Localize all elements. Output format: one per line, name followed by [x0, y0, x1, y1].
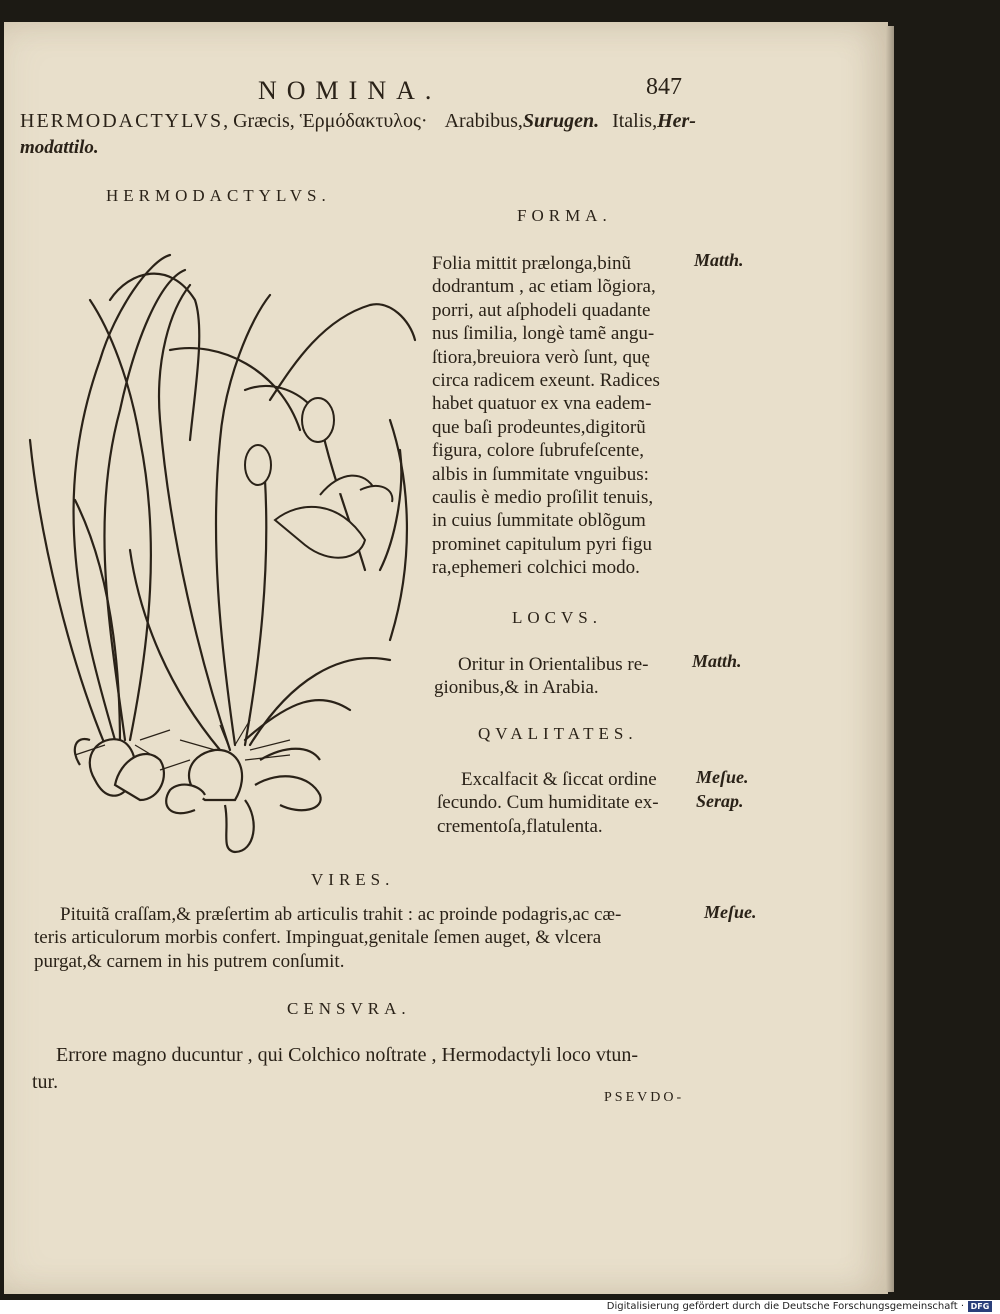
- forma-heading: FORMA.: [517, 206, 612, 225]
- nomina-arab-name: Surugen.: [522, 110, 600, 132]
- forma-line: habet quatuor ex vna eadem-: [432, 393, 652, 415]
- forma-line: albis in ſummitate vnguibus:: [432, 463, 649, 485]
- qualitates-text: [437, 768, 659, 838]
- forma-line: nus ſimilia, longè tamẽ angu-: [432, 323, 655, 345]
- catchword: PSEVDO-: [604, 1090, 685, 1105]
- censura-line: tur.: [32, 1071, 59, 1093]
- qualitates-heading: QVALITATES.: [478, 724, 638, 743]
- figure-caption: HERMODACTYLVS.: [106, 186, 331, 205]
- locus-text: [434, 653, 648, 700]
- forma-line: que baſi prodeuntes,digitorũ: [432, 416, 646, 438]
- vires-heading: VIRES.: [311, 870, 395, 889]
- vires-line: teris articulorum morbis confert. Impinguat,genitale ſemen auget, & vlcera: [34, 927, 602, 949]
- qualitates-line: ſecundo. Cum humiditate ex-: [437, 792, 659, 814]
- locus-heading: LOCVS.: [512, 608, 602, 627]
- forma-line: circa radicem exeunt. Radices: [432, 370, 660, 392]
- locus-margin-note: Matth.: [692, 651, 742, 671]
- nomina-greek: , Græcis, Ἑρμόδακτυλος·: [223, 110, 428, 132]
- nomina-ital-name: Her-: [657, 110, 696, 132]
- forma-line: prominet capitulum pyri figu: [432, 533, 653, 555]
- censura-heading: CENSVRA.: [287, 999, 411, 1018]
- nomina-line-2: modattilo.: [20, 137, 99, 158]
- hermodactylus-woodcut: [20, 240, 430, 855]
- forma-line: ra,ephemeri colchici modo.: [432, 557, 640, 579]
- forma-margin-note: Matth.: [694, 250, 744, 270]
- footer-credit: Digitalisierung gefördert durch die Deutsche Forschungsgemeinschaft ·: [606, 1301, 964, 1312]
- page-edge: [886, 26, 894, 1292]
- forma-line: caulis è medio proſilit tenuis,: [432, 487, 654, 509]
- vires-text: [34, 903, 621, 973]
- page-number: 847: [646, 74, 682, 100]
- forma-line: in cuius ſummitate oblõgum: [432, 510, 646, 532]
- page-title: NOMINA.: [258, 76, 442, 105]
- qualitates-margin-note-2: Serap.: [696, 791, 744, 811]
- dfg-logo: DFG: [968, 1301, 992, 1312]
- forma-line: ſtiora,breuiora verò ſunt, quę: [432, 346, 650, 368]
- nomina-ital-label: Italis,: [612, 110, 658, 132]
- nomina-plant-name: HERMODACTYLVS: [20, 110, 224, 132]
- vires-line: Pituitã craſſam,& præſertim ab articulis trahit : ac proinde podagris,ac cæ-: [60, 904, 622, 925]
- forma-line: porri, aut aſphodeli quadante: [432, 299, 651, 321]
- qualitates-line: crementoſa,flatulenta.: [437, 815, 603, 837]
- forma-line: Folia mittit prælonga,binũ: [432, 253, 631, 274]
- vires-margin-note: Meſue.: [704, 902, 757, 922]
- nomina-arab-label: Arabibus,: [444, 110, 523, 132]
- locus-line: Oritur in Orientalibus re-: [458, 654, 649, 675]
- forma-text: [432, 252, 660, 580]
- digitization-footer: [0, 1300, 1000, 1314]
- qualitates-line: Excalfacit & ſiccat ordine: [461, 769, 657, 790]
- censura-text: [32, 1042, 638, 1096]
- forma-line: dodrantum , ac etiam lõgiora,: [432, 276, 656, 298]
- locus-line: gionibus,& in Arabia.: [434, 677, 599, 699]
- forma-line: figura, colore ſubrufeſcente,: [432, 440, 645, 462]
- censura-line: Errore magno ducuntur , qui Colchico noſtrate , Hermodactyli loco vtun-: [56, 1044, 639, 1066]
- nomina-line-1: [20, 110, 696, 133]
- qualitates-margin-note-1: Meſue.: [696, 767, 749, 787]
- vires-line: purgat,& carnem in his putrem conſumit.: [34, 950, 345, 972]
